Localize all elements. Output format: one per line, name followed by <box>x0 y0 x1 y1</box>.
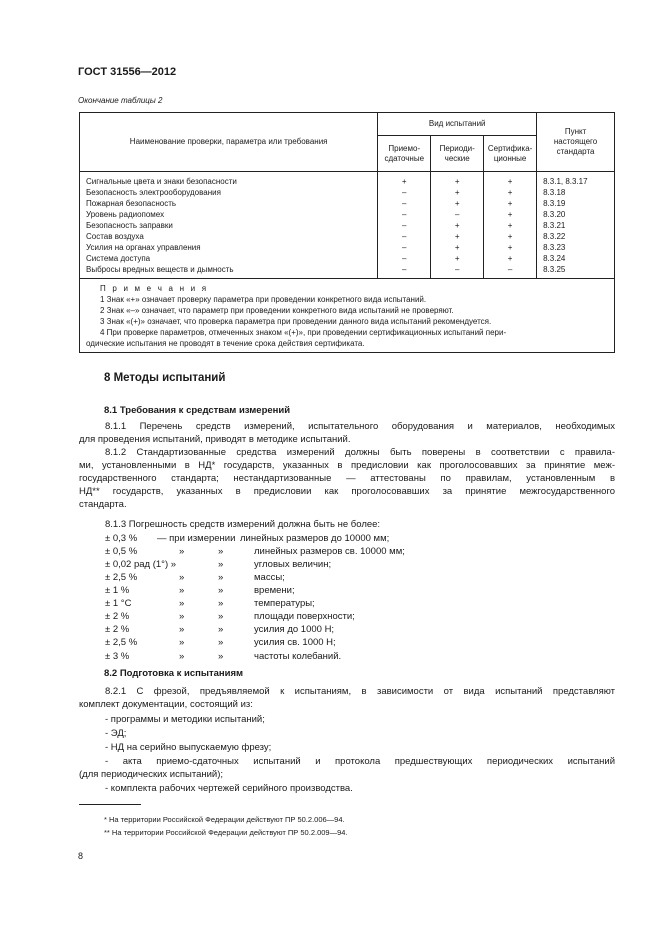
table-cell: Пожарная безопасность <box>86 199 177 208</box>
note-4-cont: одические испытания не проводят в течение срока действия сертификата. <box>86 339 365 348</box>
table-cell: Система доступа <box>86 254 151 263</box>
col-header-test-type: Вид испытаний <box>378 113 537 136</box>
table-cell: Выбросы вредных веществ и дымность <box>86 265 234 274</box>
tol-what: частоты колебаний. <box>254 651 342 662</box>
tol-what: линейных размеров св. 10000 мм; <box>254 546 405 557</box>
col-header-certification: Сертифика- ционные <box>484 136 537 172</box>
table-2 <box>79 112 615 353</box>
tol-what: линейных размеров до 10000 мм; <box>240 533 390 544</box>
col-points: 8.3.1, 8.3.17 8.3.18 8.3.19 8.3.20 8.3.21 8.3.22 8.3.23 8.3.24 8.3.25 <box>537 172 615 279</box>
col-header-point: Пункт настоящего стандарта <box>537 113 615 172</box>
tol-mark: » <box>179 611 185 622</box>
paragraph-8-1-2: 8.1.2 Стандартизованные средства измерений должны быть поверены в соответствии с правила- ми, установленными в НД* государств, указанных в предисловии как проголосовавших за принятие меж- государственного стандарта; нестандартизованные — аттестованы по правилам, установленным в НД** государств, указанных в предисловии как проголосовавших за принятие межгосударственного стандарта. <box>79 447 615 510</box>
list-item: - НД на серийно выпускаемую фрезу; <box>105 742 272 753</box>
col-periodic: + + + – + + + + – <box>431 172 484 279</box>
col-header-periodic: Периоди- ческие <box>431 136 484 172</box>
col-certification: + + + + + + + + – <box>484 172 537 279</box>
tol-mark: » <box>218 559 224 570</box>
tol-what: усилия св. 1000 Н; <box>254 637 336 648</box>
tol-value: ± 2,5 % <box>105 572 138 583</box>
list-item: - программы и методики испытаний; <box>105 714 265 725</box>
note-2: 2 Знак «–» означает, что параметр при проведении конкретного вида испытаний не проверяют. <box>100 306 454 315</box>
tol-mark: » <box>218 546 224 557</box>
tol-value: ± 3 % <box>105 651 130 662</box>
list-item: - акта приемо-сдаточных испытаний и протокола предшествующих периодических испытаний (для периодических испытаний); <box>79 756 615 780</box>
tol-value: ± 2,5 % <box>105 637 138 648</box>
tol-value: ± 1 % <box>105 585 130 596</box>
col-header-acceptance: Приемо- сдаточные <box>378 136 431 172</box>
col-names <box>80 172 378 279</box>
tol-mark: » <box>218 611 224 622</box>
tol-value: ± 0,3 % <box>105 533 138 544</box>
note-3: 3 Знак «(+)» означает, что проверка параметра при проведении данного вида испытаний рекомендуется. <box>100 317 492 326</box>
note-4: 4 При проверке параметров, отмеченных знаком «(+)», при проведении сертификационных испытаний пери- <box>100 328 507 337</box>
tol-value: ± 0,02 рад (1°) » <box>105 559 177 570</box>
tol-value: ± 1 °С <box>105 598 132 609</box>
page-number: 8 <box>78 851 84 861</box>
notes-title: П р и м е ч а н и я <box>100 284 209 293</box>
tol-mark: » <box>218 598 224 609</box>
paragraph-8-1-3: 8.1.3 Погрешность средств измерений должна быть не более: <box>105 519 381 530</box>
tol-mark: » <box>179 585 185 596</box>
tol-mark: » <box>179 651 185 662</box>
table-notes <box>80 279 615 353</box>
tol-mark: » <box>218 651 224 662</box>
tol-what: времени; <box>254 585 295 596</box>
table-cell: Уровень радиопомех <box>86 210 165 219</box>
footnote-2: ** На территории Российской Федерации действуют ПР 50.2.009—94. <box>104 828 348 837</box>
tol-mark: » <box>218 637 224 648</box>
subsection-title-8-2: 8.2 Подготовка к испытаниям <box>104 668 244 679</box>
col-header-name: Наименование проверки, параметра или требования <box>80 113 378 172</box>
standard-header: ГОСТ 31556—2012 <box>78 66 177 78</box>
col-acceptance: + – – – – – – – – <box>378 172 431 279</box>
tol-value: ± 2 % <box>105 624 130 635</box>
list-item: - ЭД; <box>105 728 127 739</box>
table-cell: Безопасность электрооборудования <box>86 188 221 197</box>
tol-mark: » <box>179 624 185 635</box>
footnote-divider <box>79 804 141 805</box>
note-1: 1 Знак «+» означает проверку параметра при проведении конкретного вида испытаний. <box>100 295 427 304</box>
tol-mark: » <box>179 572 185 583</box>
tol-mark: » <box>179 546 185 557</box>
table-cell: Состав воздуха <box>86 232 144 241</box>
tol-mark: » <box>218 624 224 635</box>
tol-value: ± 2 % <box>105 611 130 622</box>
table-caption: Окончание таблицы 2 <box>78 96 163 105</box>
tol-what: площади поверхности; <box>254 611 355 622</box>
tol-mark: » <box>218 585 224 596</box>
tol-mark: — при измерении <box>157 533 236 544</box>
table-cell: Безопасность заправки <box>86 221 173 230</box>
tol-mark: » <box>179 598 185 609</box>
paragraph-8-2-1: 8.2.1 С фрезой, предъявляемой к испытаниям, в зависимости от вида испытаний представляют комплект документации, состоящий из: <box>79 686 615 710</box>
subsection-title-8-1: 8.1 Требования к средствам измерений <box>104 405 291 416</box>
tol-value: ± 0,5 % <box>105 546 138 557</box>
table-cell: Сигнальные цвета и знаки безопасности <box>86 177 237 186</box>
footnote-1: * На территории Российской Федерации действуют ПР 50.2.006—94. <box>104 815 345 824</box>
tol-what: усилия до 1000 Н; <box>254 624 335 635</box>
section-title: 8 Методы испытаний <box>104 372 226 384</box>
paragraph-8-1-1: 8.1.1 Перечень средств измерений, испытательного оборудования и материалов, необходимых для проведения испытаний, приводят в методике испытаний. <box>79 421 615 445</box>
table-body <box>80 172 615 279</box>
list-item: - комплекта рабочих чертежей серийного производства. <box>105 783 353 794</box>
tol-what: угловых величин; <box>254 559 332 570</box>
tol-what: температуры; <box>254 598 315 609</box>
table-cell: Усилия на органах управления <box>86 243 201 252</box>
tol-what: массы; <box>254 572 285 583</box>
tol-mark: » <box>179 637 185 648</box>
tol-mark: » <box>218 572 224 583</box>
